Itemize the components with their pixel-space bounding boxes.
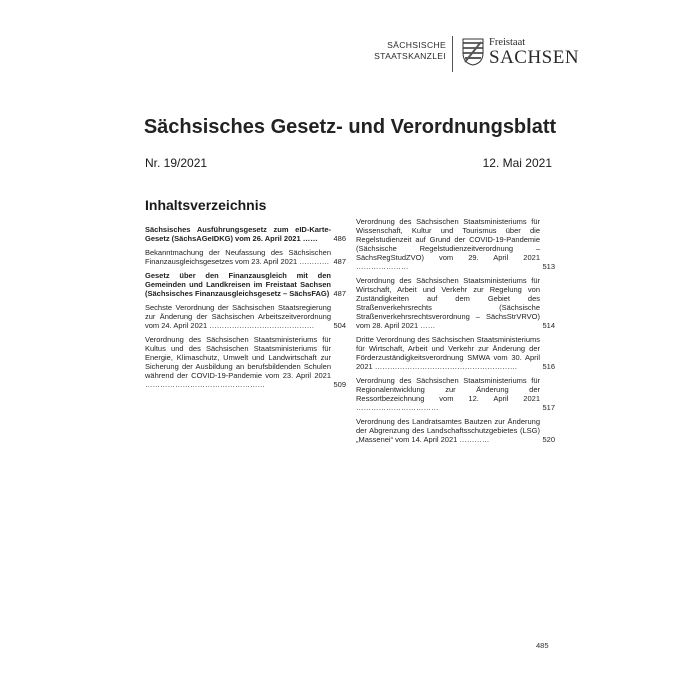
toc-entry-text: Verordnung des Sächsischen Staatsministeriums für Wirtschaft, Arbeit und Verkehr zur Regelung von Zuständigkeiten auf dem Gebiet des Straßenverkehrsrechts (Sächsische Straßenverkehrsrechtsverordnung – SächsStrVRVO) vom 28. April 2021 …… bbox=[356, 276, 540, 330]
toc-entry-page: 487 bbox=[333, 257, 346, 266]
page-number: 485 bbox=[536, 641, 549, 650]
toc-entry-page: 509 bbox=[333, 380, 346, 389]
toc-entry-page: 487 bbox=[333, 289, 346, 298]
toc-entry-text: Verordnung des Sächsischen Staatsministeriums für Wissenschaft, Kultur und Tourismus über die Regelstudienzeit auf Grund der COVID-19-Pandemie (Sächsische Regelstudienzeitverordnung – SächsRegStudZVO) vom 29. April 2021 ………………… bbox=[356, 217, 540, 271]
toc-entry-page: 504 bbox=[333, 321, 346, 330]
toc-entry bbox=[145, 248, 346, 266]
toc-entry bbox=[356, 276, 555, 330]
toc-entry-text: Verordnung des Sächsischen Staatsministeriums für Regionalentwicklung zur Änderung der Ressortbezeichnung vom 12. April 2021 …………………………… bbox=[356, 376, 540, 412]
toc-entry bbox=[356, 376, 555, 412]
toc-entry-page: 514 bbox=[542, 321, 555, 330]
toc-entry-page: 517 bbox=[542, 403, 555, 412]
state-wordmark-small: Freistaat bbox=[489, 37, 526, 48]
toc-entry bbox=[356, 217, 555, 271]
toc-entry-page: 516 bbox=[542, 362, 555, 371]
section-heading: Inhaltsverzeichnis bbox=[145, 197, 267, 213]
toc-entry bbox=[145, 303, 346, 330]
toc-right-column bbox=[356, 217, 555, 449]
issue-date: 12. Mai 2021 bbox=[482, 156, 552, 170]
toc-entry-text: Verordnung des Sächsischen Staatsministeriums für Kultus und des Sächsischen Staatsministeriums für Energie, Klimaschutz, Umwelt und Landwirtschaft zur Sicherung der Ausbildung an berufsbildenden Schulen während der COVID-19-Pandemie vom 23. April 2021 ………………………………………… bbox=[145, 335, 331, 389]
toc-left-column bbox=[145, 225, 346, 394]
state-wordmark-large: SACHSEN bbox=[489, 47, 580, 68]
toc-entry-text: Sächsisches Ausführungsgesetz zum eID-Karte-Gesetz (SächsAGeIDKG) vom 26. April 2021 …… bbox=[145, 225, 331, 243]
chancellery-wordmark bbox=[370, 40, 446, 62]
toc-entry bbox=[145, 335, 346, 389]
toc-entry-text: Verordnung des Landratsamtes Bautzen zur Änderung der Abgrenzung des Landschaftsschutzgebietes (LSG) „Massenei“ vom 14. April 2021 ………… bbox=[356, 417, 540, 444]
issue-number: Nr. 19/2021 bbox=[145, 156, 208, 170]
toc-entry-page: 520 bbox=[542, 435, 555, 444]
toc-entry bbox=[145, 271, 346, 298]
toc-entry-page: 486 bbox=[333, 234, 346, 243]
saxony-coat-of-arms-icon bbox=[462, 38, 484, 66]
toc-entry bbox=[356, 417, 555, 444]
toc-entry bbox=[145, 225, 346, 243]
toc-entry-text: Gesetz über den Finanzausgleich mit den Gemeinden und Landkreisen im Freistaat Sachsen (Sächsisches Finanzausgleichsgesetz – SächsFAG) bbox=[145, 271, 331, 298]
toc-entry-text: Bekanntmachung der Neufassung des Sächsischen Finanzausgleichsgesetzes vom 23. April 2021 ………… bbox=[145, 248, 331, 266]
chancellery-line2: STAATSKANZLEI bbox=[374, 51, 446, 61]
toc-entry-text: Sechste Verordnung der Sächsischen Staatsregierung zur Änderung der Sächsischen Arbeitszeitverordnung vom 24. April 2021 …………………………………… bbox=[145, 303, 331, 330]
state-wordmark bbox=[489, 37, 579, 68]
gazette-title: Sächsisches Gesetz- und Verordnungsblatt bbox=[143, 116, 557, 138]
chancellery-line1: SÄCHSISCHE bbox=[387, 40, 446, 50]
logo-divider bbox=[452, 36, 453, 72]
toc-entry-page: 513 bbox=[542, 262, 555, 271]
toc-entry bbox=[356, 335, 555, 371]
toc-entry-text: Dritte Verordnung des Sächsischen Staatsministeriums für Wirtschaft, Arbeit und Verkehr zur Änderung der Förderzuständigkeitsverordnung SMWA vom 30. April 2021 ………………………………………………… bbox=[356, 335, 540, 371]
